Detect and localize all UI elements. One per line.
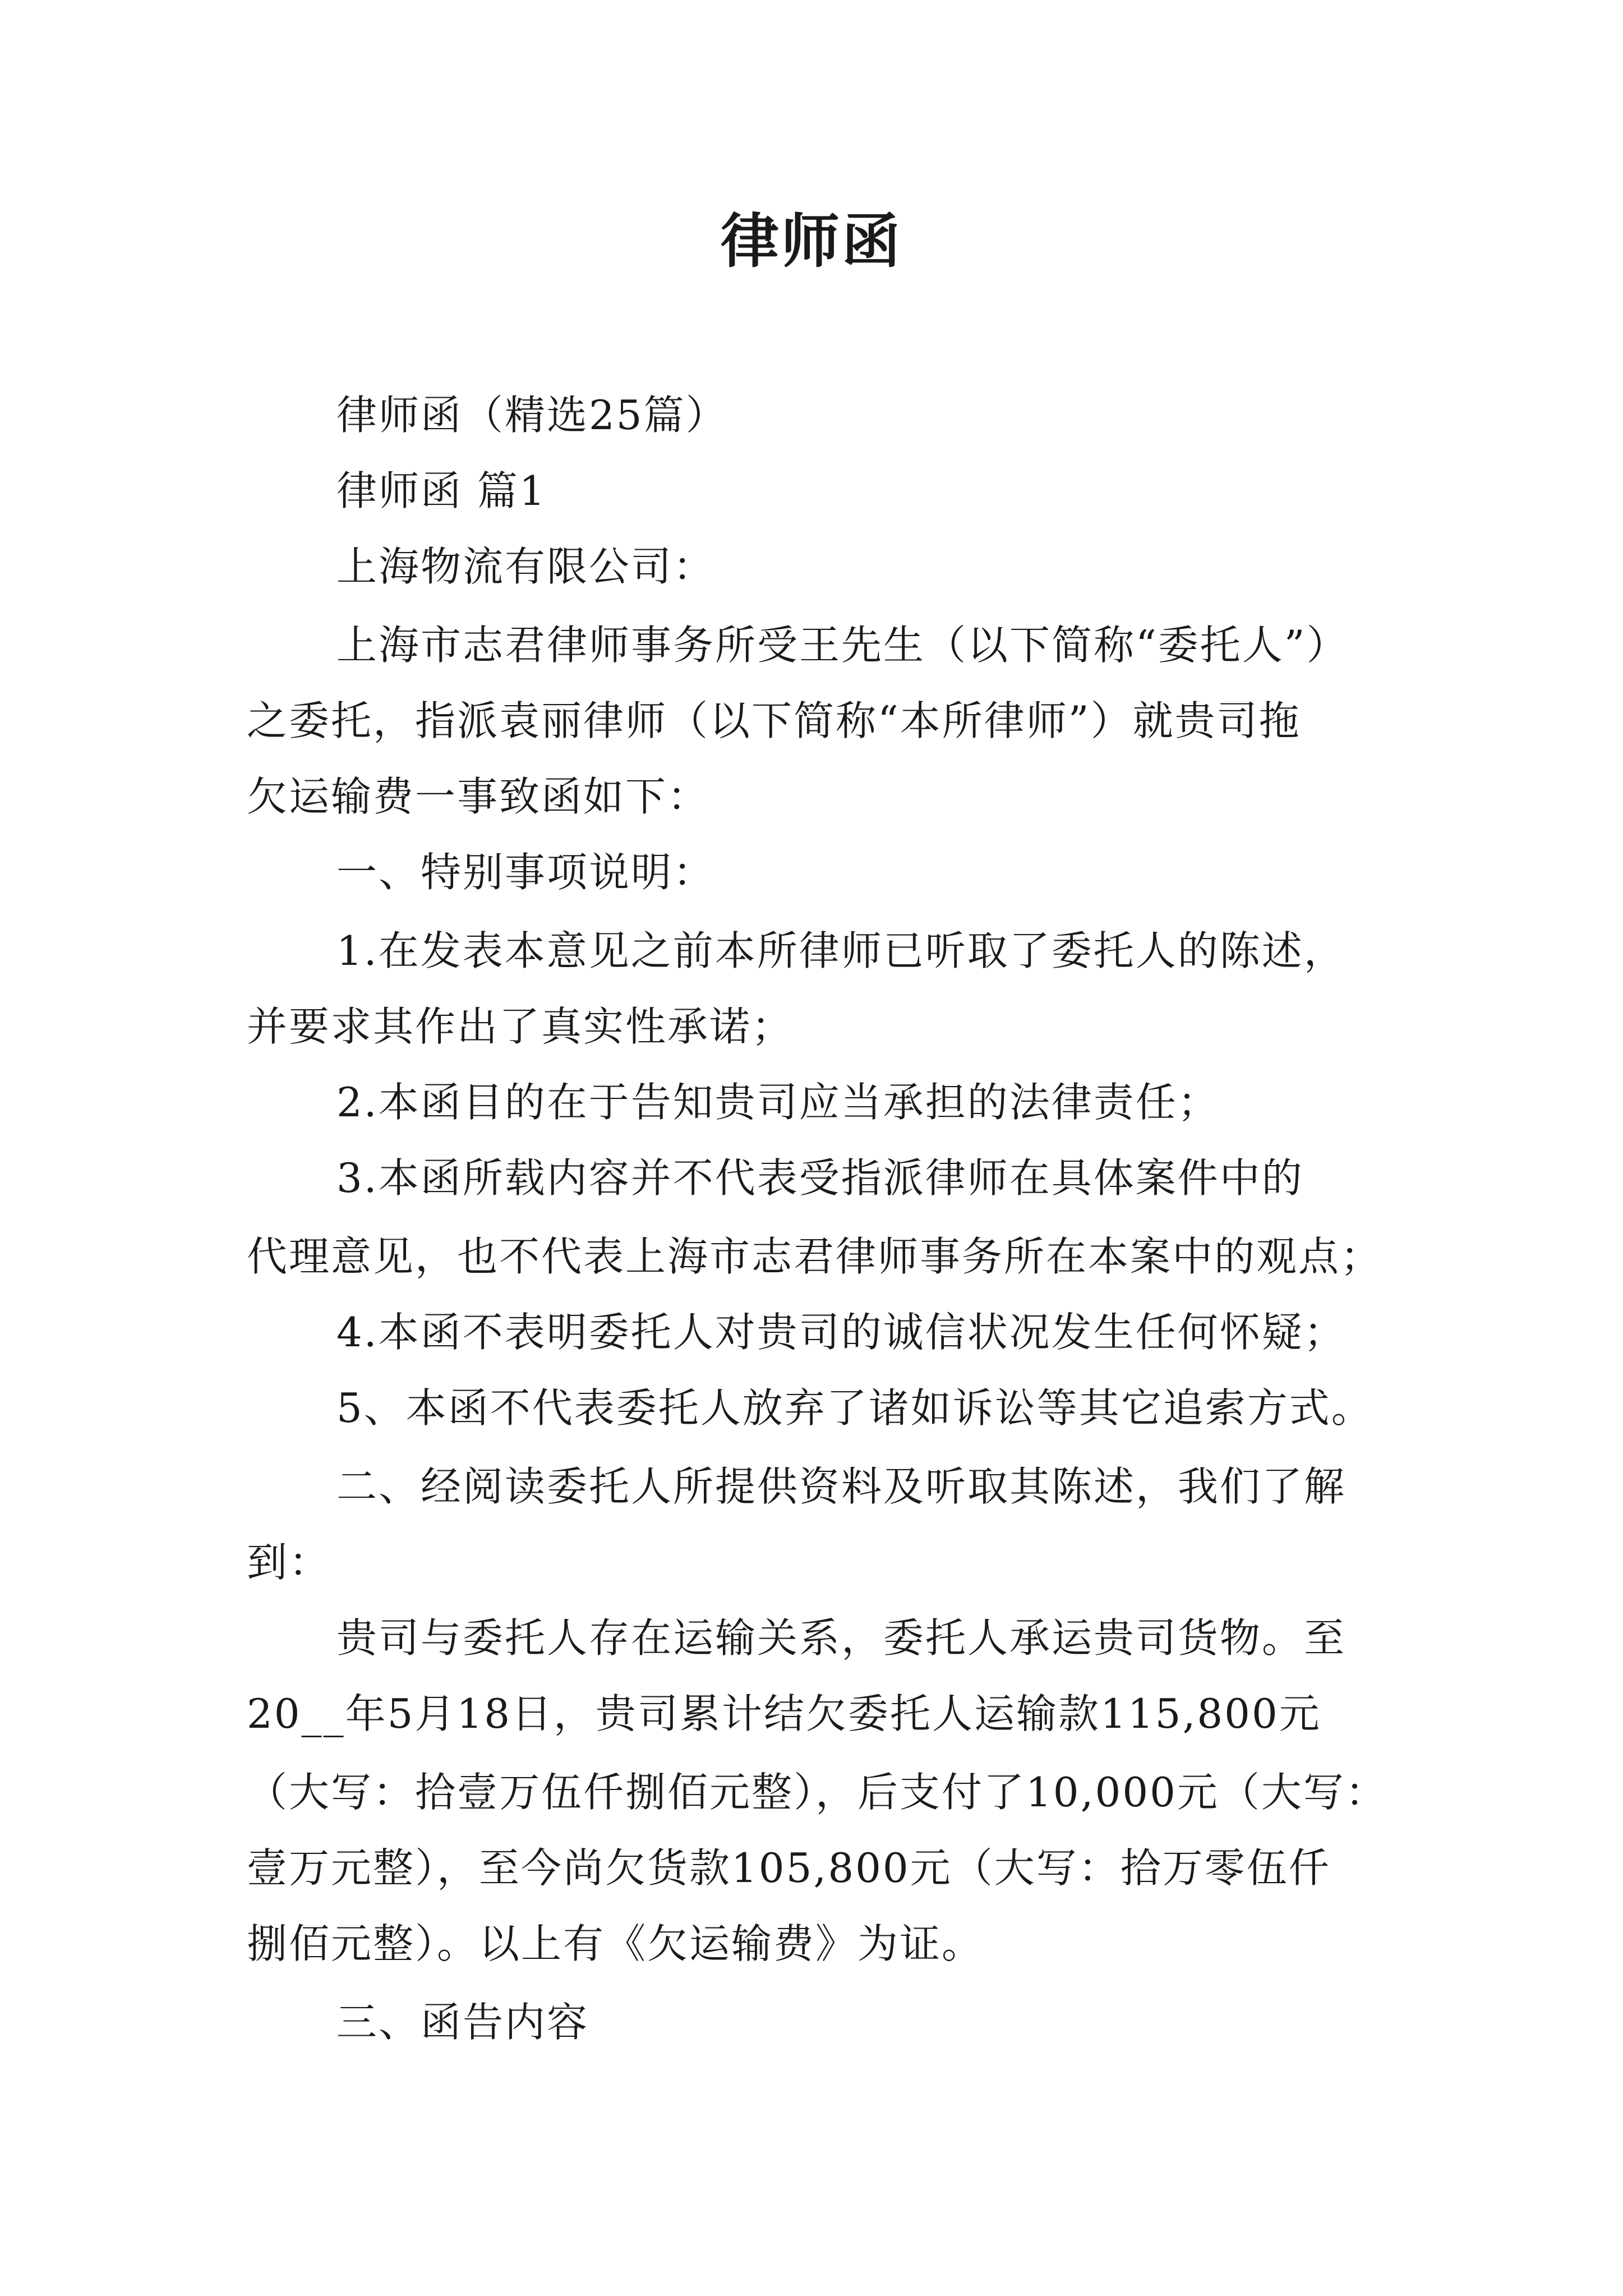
paragraph-line: 1.在发表本意见之前本所律师已听取了委托人的陈述，	[336, 927, 1346, 974]
paragraph-line: 5、本函不代表委托人放弃了诸如诉讼等其它追索方式。	[336, 1384, 1373, 1432]
paragraph-line: 壹万元整），至今尚欠货款105,800元（大写：拾万零伍仟	[247, 1844, 1331, 1892]
paragraph-line: 20__年5月18日，贵司累计结欠委托人运输款115,800元	[247, 1690, 1321, 1737]
paragraph-line: 3.本函所载内容并不代表受指派律师在具体案件中的	[336, 1154, 1304, 1202]
item-heading: 二、经阅读委托人所提供资料及听取其陈述，我们了解	[336, 1463, 1347, 1510]
paragraph-line: 之委托，指派袁丽律师（以下简称“本所律师”）就贵司拖	[247, 697, 1301, 744]
section-heading: 律师函 篇1	[336, 467, 547, 514]
document-title: 律师函	[720, 206, 902, 275]
item-heading: 一、特别事项说明：	[336, 849, 716, 896]
paragraph-line: 2.本函目的在于告知贵司应当承担的法律责任；	[336, 1079, 1220, 1126]
collection-heading: 律师函（精选25篇）	[336, 392, 728, 439]
paragraph-line: 4.本函不表明委托人对贵司的诚信状况发生任何怀疑；	[336, 1309, 1346, 1356]
paragraph-line: 欠运输费一事致函如下：	[247, 773, 710, 820]
paragraph-line: 贵司与委托人存在运输关系，委托人承运贵司货物。至	[336, 1614, 1347, 1662]
recipient-line: 上海物流有限公司：	[336, 543, 716, 590]
paragraph-line: 捌佰元整）。以上有《欠运输费》为证。	[247, 1920, 984, 1967]
paragraph-line: 并要求其作出了真实性承诺；	[247, 1003, 794, 1050]
paragraph-line: 代理意见，也不代表上海市志君律师事务所在本案中的观点；	[247, 1233, 1383, 1280]
paragraph-line: 上海市志君律师事务所受王先生（以下简称“委托人”）	[336, 622, 1349, 669]
item-heading: 三、函告内容	[336, 1999, 589, 2046]
paragraph-line: 到：	[247, 1539, 331, 1586]
paragraph-line: （大写：拾壹万伍仟捌佰元整），后支付了10,000元（大写：	[247, 1769, 1387, 1816]
